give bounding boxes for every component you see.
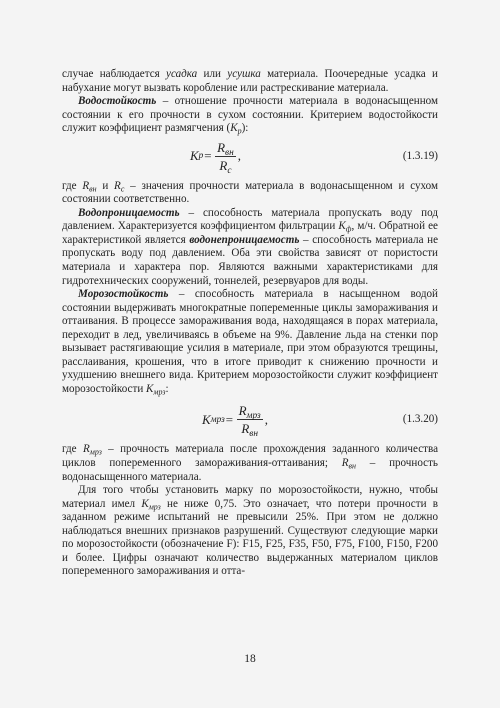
text: ): <box>241 122 249 135</box>
formula-lhs: К <box>190 148 199 164</box>
denominator: R <box>241 421 250 437</box>
equation-number: (1.3.19) <box>402 149 438 162</box>
term-usadka: усадка <box>166 68 198 80</box>
text: где <box>62 443 83 456</box>
text: Для того чтобы установить марку по морозостойкости, нужно, чтобы материал имел <box>62 484 438 510</box>
term-water-permeability: Водопроницаемость <box>78 206 180 219</box>
term-usushka: усушка <box>227 68 261 80</box>
formula-1-3-19: К р = $\frac{R_{вн}}{R_c}$ , (1.3.19) <box>190 139 438 176</box>
text: : <box>165 382 169 395</box>
numerator: R <box>238 403 247 419</box>
paragraph-water-permeability <box>62 207 438 288</box>
symbol: К <box>230 122 238 135</box>
denominator-subscript: c <box>227 165 232 176</box>
denominator: R <box>219 157 228 173</box>
symbol: К <box>146 382 154 395</box>
numerator-subscript: мрз <box>246 411 261 422</box>
numerator: R <box>217 139 226 155</box>
symbol-subscript: ф <box>345 224 352 234</box>
symbol-subscript: мрз <box>148 502 161 512</box>
text: – способность материала не пропускать воду под давлением. Оба эти свойства зависят от пористости материала и характера пор. Являются важными характеристиками для гидротехнических сооружений, тоннелей, резервуаров для воды. <box>62 233 438 287</box>
formula-lhs: К <box>202 412 211 428</box>
symbol: R <box>82 179 90 192</box>
formula-equals: = <box>203 148 213 164</box>
symbol-subscript: мрз <box>153 387 166 397</box>
formula-comma: , <box>264 412 268 428</box>
paragraph-frost-grade <box>62 484 438 579</box>
numerator-subscript: вн <box>225 147 234 158</box>
text: – способность материала в насыщенном водой состоянии выдерживать многократные попеременные циклы замораживания и оттаивания. В процессе замораживания вода, находящаяся в порах материала, переходит в лед, увеличиваясь в объеме на 9%. Давление льда на стенки пор вызывает растягивающие усилия в материале, при этом образуются трещины, расслаивания, крошения, что в итоге приводит к снижению прочности и ухудшению внешнего вида. Критерием морозостойкости служит коэффициент морозостойкости <box>62 288 438 395</box>
fraction <box>215 139 236 176</box>
symbol-subscript: мрз <box>89 447 102 457</box>
paragraph-water-resistance <box>62 95 438 136</box>
paragraph-frost-resistance <box>62 288 438 396</box>
equation-number: (1.3.20) <box>402 413 438 426</box>
symbol-subscript: р <box>237 126 242 136</box>
text: материала. Поочередные усадка и набухание могут вызвать коробление или растрескивание материала. <box>62 68 438 94</box>
symbol: К <box>141 497 149 510</box>
page-number: 18 <box>244 653 256 665</box>
term-water-resistance: Водостойкость <box>78 95 157 108</box>
text: – прочность водонасыщенного материала. <box>62 457 438 483</box>
text: – способность материала пропускать воду под давлением. Характеризуется коэффициентом фильтрации <box>62 206 438 233</box>
symbol: R <box>341 457 349 470</box>
formula-1-3-20: К мрз = $\frac{R_{мрз}}{R_{вн}}$ , (1.3.20) <box>202 403 438 440</box>
text: не ниже 0,75. Это означает, что потери прочности в заданном режиме испытаний не превысили 25%. При этом не должно наблюдаться внешних признаков разрушений. Существуют следующие марки по морозостойкости (обозначение F): F15, F25, F35, F50, F75, F100, F150, F200 и более. Цифры означают количество выдержанных материалом циклов попеременного замораживания и отта- <box>62 497 438 578</box>
symbol-subscript: с <box>120 184 125 194</box>
text: , м/ч. Обратной ее характеристикой является <box>62 220 438 246</box>
denominator-subscript: вн <box>249 429 258 440</box>
formula-comma: , <box>237 148 241 164</box>
fraction <box>237 403 263 440</box>
paragraph-where-2 <box>62 443 438 484</box>
text: – прочность материала после прохождения заданного количества циклов попеременного замораживания-оттаивания; <box>62 443 438 470</box>
term-frost-resistance: Морозостойкость <box>78 288 169 301</box>
text: где <box>62 179 83 192</box>
paragraph-where-1 <box>62 180 438 207</box>
symbol: R <box>114 179 121 192</box>
symbol-subscript: вн <box>348 461 356 471</box>
text: – значения прочности материала в водонасыщенном и сухом состоянии соответственно. <box>62 179 438 206</box>
text: и <box>96 179 115 192</box>
symbol-subscript: вн <box>89 184 97 194</box>
text: случае наблюдается <box>62 68 167 80</box>
symbol: R <box>82 443 90 456</box>
page-body <box>62 68 438 579</box>
formula-equals: = <box>224 412 234 428</box>
paragraph-shrinkage <box>62 68 438 95</box>
symbol: К <box>338 220 346 233</box>
term-waterproofness: водонепроницаемость <box>189 233 300 246</box>
text: – отношение прочности материала в водонасыщенном состоянии к его прочности в сухом состоянии. Критерием водостойкости служит коэффициент размягчения ( <box>62 95 438 135</box>
text: или <box>197 68 228 80</box>
